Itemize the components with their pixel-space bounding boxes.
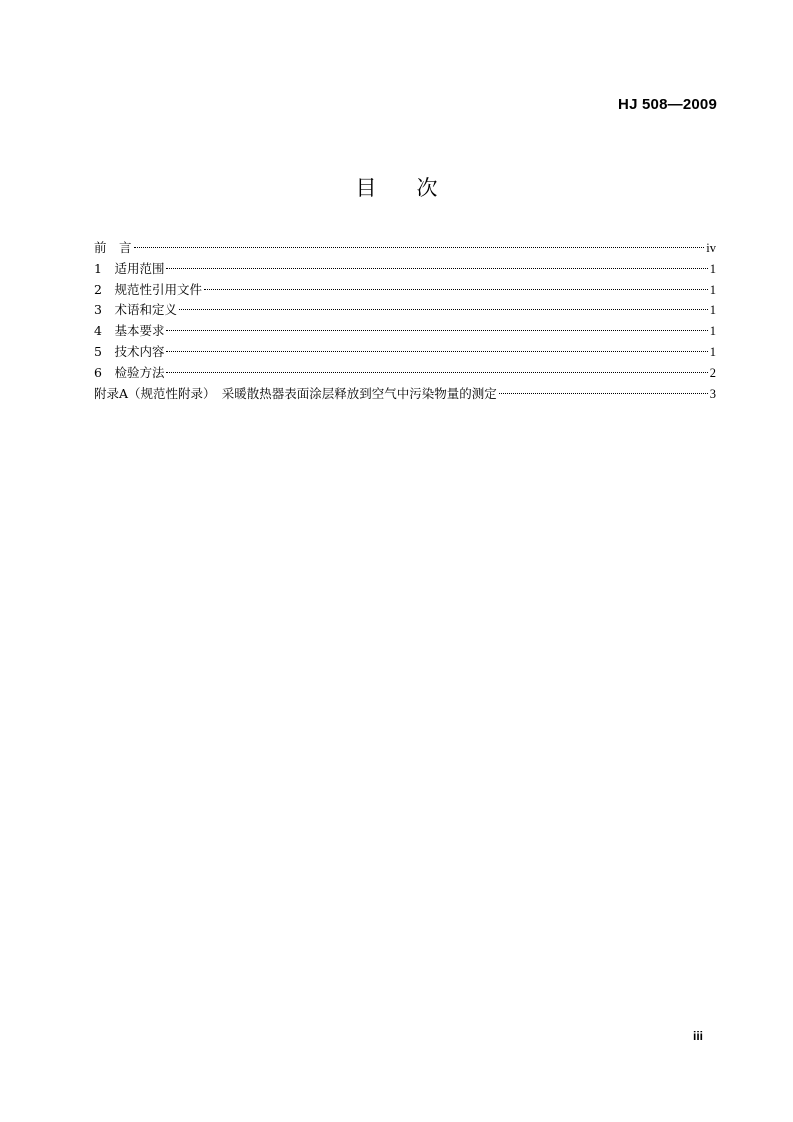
- toc-entry-scope[interactable]: [94, 259, 716, 280]
- toc-entry-label: 4 基本要求: [94, 323, 165, 339]
- dot-leader: [166, 330, 707, 331]
- dot-leader: [179, 309, 708, 310]
- toc-entry-label: 1 适用范围: [94, 260, 165, 276]
- toc-entry-basic-requirements[interactable]: [94, 321, 716, 342]
- dot-leader: [166, 351, 707, 352]
- toc-entry-page: 1: [709, 324, 716, 339]
- page-number: iii: [692, 1029, 703, 1043]
- toc-entry-page: 2: [709, 365, 716, 380]
- dot-leader: [134, 247, 705, 248]
- page-title: [0, 172, 793, 202]
- standard-code: HJ 508—2009: [618, 96, 717, 113]
- toc-entry-page: 1: [709, 303, 716, 318]
- toc-entry-label: 2 规范性引用文件: [94, 281, 202, 297]
- toc-entry-technical-content[interactable]: [94, 342, 716, 363]
- dot-leader: [166, 372, 707, 373]
- toc-entry-page: 1: [709, 282, 716, 297]
- toc-entry-annex-a[interactable]: [94, 384, 716, 405]
- title-char-2: 次: [416, 176, 438, 200]
- toc-entry-foreword[interactable]: [94, 238, 716, 259]
- toc-entry-page: 3: [709, 386, 716, 401]
- toc-entry-terms-definitions[interactable]: [94, 300, 716, 321]
- title-char-1: 目: [355, 176, 377, 200]
- toc-entry-label: 前 言: [94, 240, 132, 255]
- toc-entry-label: 附录A（规范性附录） 采暖散热器表面涂层释放到空气中污染物量的测定: [94, 385, 497, 401]
- toc-entry-page: 1: [709, 261, 716, 276]
- toc-entry-label: 3 术语和定义: [94, 302, 177, 318]
- dot-leader: [499, 393, 708, 394]
- dot-leader: [204, 289, 708, 290]
- toc-entry-normative-references[interactable]: [94, 280, 716, 301]
- dot-leader: [166, 268, 707, 269]
- toc-entry-label: 5 技术内容: [94, 343, 165, 359]
- toc-entry-test-methods[interactable]: [94, 363, 716, 384]
- toc-entry-label: 6 检验方法: [94, 364, 165, 380]
- table-of-contents: [94, 238, 716, 404]
- toc-entry-page: 1: [709, 344, 716, 359]
- toc-entry-page: iv: [706, 241, 716, 255]
